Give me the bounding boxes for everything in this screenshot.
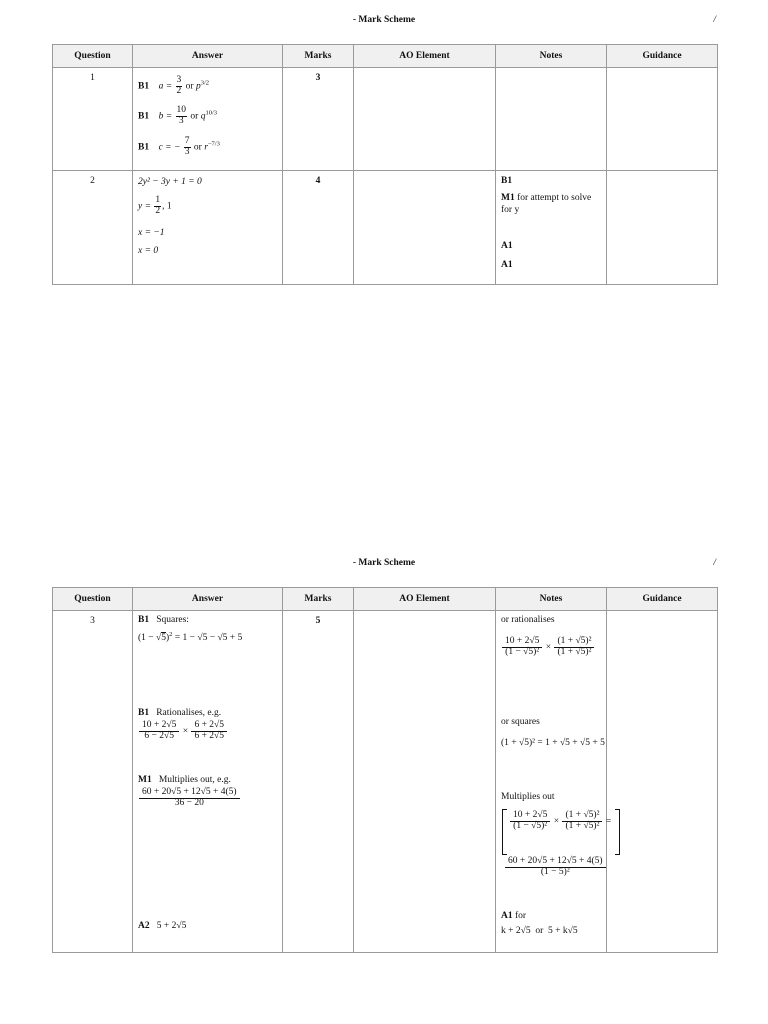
col-notes: Notes [496,45,607,68]
col-answer: Answer [133,588,283,611]
fraction: $\frac{7}{3}$ [184,136,190,157]
note-rationalise-expr: $\frac{10 + 2√5}{\text{(1 − √5)²}}$ × $\frac{\text{(1 + √5)²}}{\text{(1 + √5)²}}$ [501,637,595,658]
col-ao-element: AO Element [354,588,496,611]
note-a1: A1 [501,241,513,251]
question-number: 2 [53,171,133,285]
col-guidance: Guidance [607,45,718,68]
answer-multiply-expr: $\frac{60 + 20√5 + 12√5 + 4(5)}{36 - 20}$ [138,788,241,809]
table-row [53,171,718,285]
bracket-left [502,809,507,855]
page-title: - Mark Scheme [352,15,416,25]
mark-scheme-table-1 [52,44,718,285]
note-m1: M1 for attempt to solve [501,193,592,203]
question-number: 3 [53,611,133,953]
note-multiply-expr: $\frac{10 + 2√5}{\text{(1 − √5)²}}$ × $\frac{\text{(1 + √5)²}}{\text{(1 + √5)²}}$ = [509,811,611,832]
table-header-row [53,45,718,68]
note-a1: A1 for [501,911,527,921]
col-question: Question [53,45,133,68]
note-a1-expr: k + 2√5 or 5 + k√5 [501,926,578,936]
col-answer: Answer [133,45,283,68]
ao-element-cell [354,171,496,285]
table-row [53,68,718,171]
note-squares-expr: (1 + √5)² = 1 + √5 + √5 + 5 [501,738,605,748]
fraction: $\frac{1}{2}$ [155,195,161,216]
notes-cell [496,171,607,285]
answer-line: B1 c = − $\frac{7}{3}$ or $r^{-7/3}$ [138,136,220,157]
ao-element-cell [354,68,496,171]
col-notes: Notes [496,588,607,611]
page1-header [0,15,768,29]
answer-rationalise-expr: $\frac{10 + 2√5}{6 - 2√5}$ × $\frac{6 + 2√5}{6 + 2√5}$ [138,721,228,742]
note-multiplies-out: Multiplies out [501,792,555,802]
note-b1: B1 [501,176,513,186]
note-a1: A1 [501,260,513,270]
col-marks: Marks [283,588,354,611]
notes-cell [496,68,607,171]
answer-cell [133,611,283,953]
page-title: - Mark Scheme [352,558,416,568]
guidance-cell [607,68,718,171]
page-number: / [713,15,716,25]
marks-value: 4 [283,171,354,285]
solution-y: y = $\frac{1}{2}$ , 1 [138,195,172,216]
answer-cell [133,68,283,171]
solution-x2: x = 0 [138,246,159,256]
fraction: $\frac{3}{2}$ [176,75,182,96]
solution-x1: x = −1 [138,228,165,238]
answer-line: B1 a = $\frac{3}{2}$ or $p^{3/2}$ [138,75,209,96]
page-number: / [713,558,716,568]
fraction: $\frac{10}{3}$ [176,105,187,126]
note-multiply-result: $\frac{60 + 20√5 + 12√5 + 4(5)}{\text{(1 − 5)²}}$ [504,857,607,878]
answer-b1-rationalises: B1 Rationalises, e.g. [138,708,222,718]
col-guidance: Guidance [607,588,718,611]
guidance-cell [607,171,718,285]
notes-cell [496,611,612,953]
page2-header [0,558,768,572]
guidance-cell [607,611,718,953]
answer-a2: A2 5 + 2√5 [138,921,187,931]
answer-cell [133,171,283,285]
answer-squares-expr: (1 − √ 5)$^2$ = 1 − √5 − √5 + 5 [138,631,242,643]
answer-b1-squares: B1 Squares: [138,615,189,625]
col-marks: Marks [283,45,354,68]
note-m1-cont: for y [501,205,520,215]
note-or-squares: or squares [501,717,540,727]
marks-value: 5 [283,611,354,953]
table-row [53,611,718,953]
answer-line: B1 b = $\frac{10}{3}$ or $q^{10/3}$ [138,105,217,126]
note-or-rationalises: or rationalises [501,615,555,625]
marks-value: 3 [283,68,354,171]
mark-scheme-table-2 [52,587,718,953]
question-number: 1 [53,68,133,171]
equation: 2y² − 3y + 1 = 0 [138,177,202,187]
col-ao-element: AO Element [354,45,496,68]
table-header-row [53,588,718,611]
ao-element-cell [354,611,496,953]
col-question: Question [53,588,133,611]
answer-m1-multiplies: M1 Multiplies out, e.g. [138,775,231,785]
